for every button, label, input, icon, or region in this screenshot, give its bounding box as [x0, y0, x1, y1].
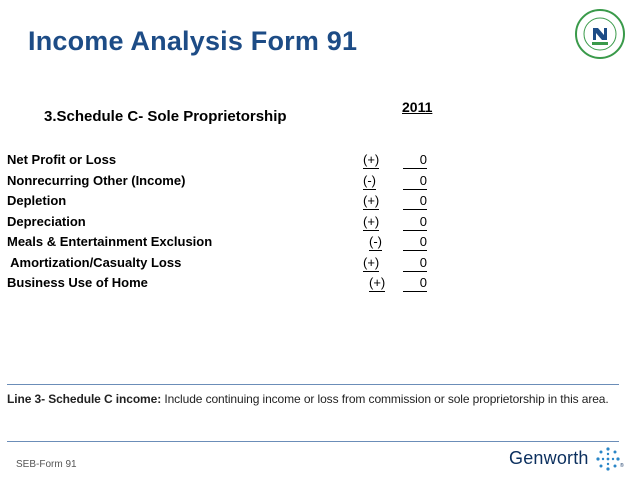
row-operator: (+)	[369, 275, 386, 290]
row-label: Amortization/Casualty Loss	[7, 254, 182, 270]
row-value[interactable]: 0	[403, 255, 427, 272]
page-title: Income Analysis Form 91	[28, 26, 358, 56]
instruction-note	[7, 392, 623, 406]
income-table	[7, 150, 437, 294]
row-value[interactable]: 0	[403, 275, 427, 292]
row-label: Business Use of Home	[7, 275, 148, 290]
row-label: Meals & Entertainment Exclusion	[7, 234, 213, 249]
row-value[interactable]: 0	[403, 152, 427, 169]
note-heading: Line 3- Schedule C income:	[7, 392, 162, 406]
row-value[interactable]: 0	[403, 173, 427, 190]
row-label: Depreciation	[7, 213, 86, 229]
table-row	[7, 273, 437, 294]
genworth-star-icon	[595, 446, 621, 472]
row-label: Depletion	[7, 193, 67, 208]
row-operator: (+)	[363, 213, 380, 229]
table-row	[7, 171, 437, 192]
row-operator: (+)	[363, 254, 380, 270]
row-label: Net Profit or Loss	[7, 152, 117, 167]
footer-label: SEB-Form 91	[16, 459, 77, 470]
trademark-mark: ®	[620, 463, 624, 469]
section-subtitle: 3.Schedule C- Sole Proprietorship	[44, 108, 287, 125]
row-value[interactable]: 0	[403, 234, 427, 251]
table-row	[7, 191, 437, 212]
table-row	[7, 232, 437, 253]
note-text: Include continuing income or loss from commission or sole proprietorship in this area.	[161, 392, 609, 406]
row-label: Nonrecurring Other (Income)	[7, 172, 186, 188]
row-value[interactable]: 0	[403, 214, 427, 231]
table-row	[7, 212, 437, 233]
year-header: 2011	[402, 99, 433, 115]
table-row	[7, 150, 437, 171]
note-top-divider	[7, 384, 619, 385]
row-operator: (+)	[363, 193, 380, 208]
nafcu-preferred-partner-badge-icon	[574, 8, 626, 60]
row-value[interactable]: 0	[403, 193, 427, 210]
row-operator: (+)	[363, 152, 380, 167]
genworth-logo: Genworth	[509, 448, 589, 468]
table-row	[7, 253, 437, 274]
row-operator: (-)	[369, 234, 382, 249]
row-operator: (-)	[363, 172, 376, 188]
footer-divider	[7, 441, 619, 442]
